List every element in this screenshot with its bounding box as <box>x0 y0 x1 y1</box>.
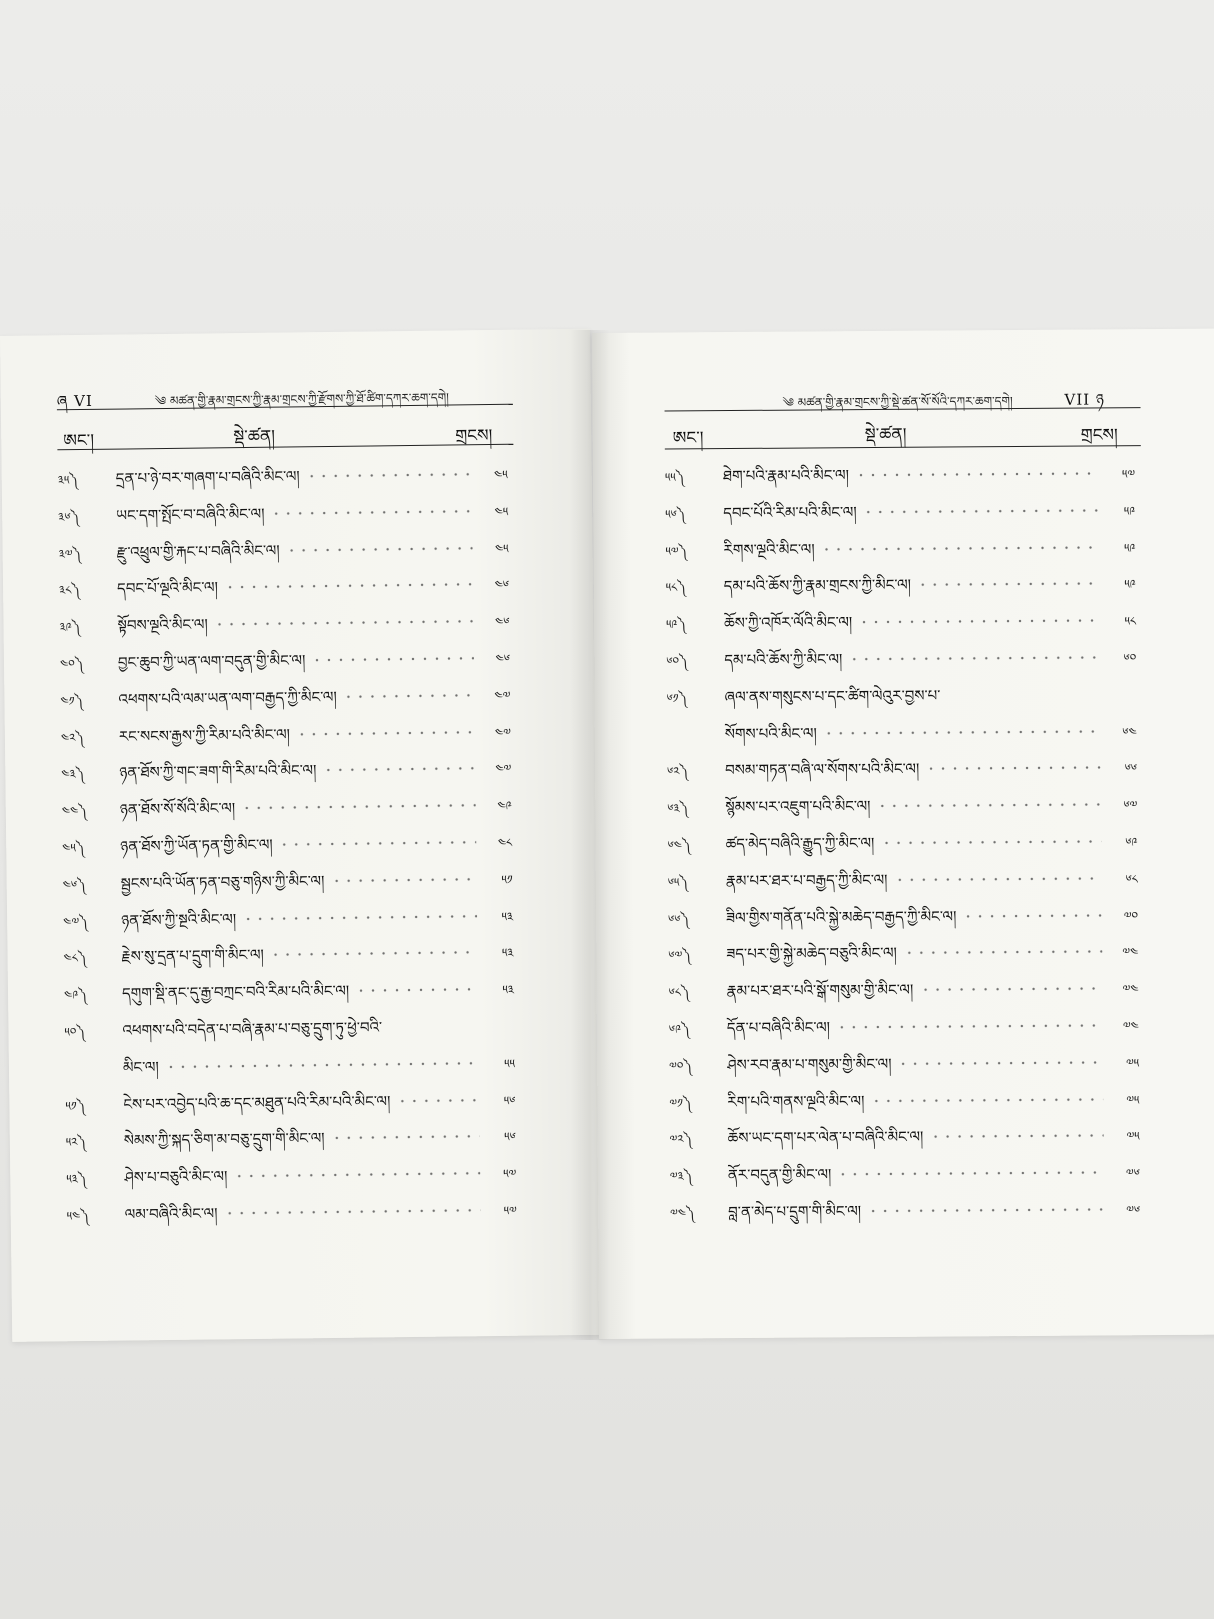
toc-entry-number: ༤༦༽ <box>62 877 86 893</box>
toc-entry-number: ༦༦༽ <box>668 911 690 927</box>
left-header-page: གྲངས། <box>455 425 493 447</box>
toc-leader-dots <box>823 726 1101 738</box>
toc-entry-page: ༤༥ <box>494 541 509 556</box>
toc-entry-title: རྗེས་སུ་དྲན་པ་དྲུག་གི་མིང་ལ། <box>121 946 264 966</box>
toc-leader-dots <box>929 1131 1103 1142</box>
toc-entry-page: ༦༦ <box>1124 761 1138 776</box>
toc-entry-number <box>65 1072 123 1073</box>
toc-entry-page: ༥༨ <box>1124 614 1137 629</box>
toc-entry-page: ༦༨ <box>1125 871 1138 887</box>
toc-entry-page: ༧༤ <box>1122 1019 1139 1034</box>
toc-leader-dots <box>343 690 475 702</box>
toc-leader-dots <box>858 616 1100 628</box>
toc-entry-title: རྣམ་པར་ཐར་པའི་སྒོ་གསུམ་གྱི་མིང་ལ། <box>726 980 914 1001</box>
toc-entry-number: ༥༣༽ <box>66 1172 87 1187</box>
toc-entry-number: ༥༤༽ <box>66 1208 89 1224</box>
toc-entry-title: ཐེག་པའི་རྣམ་པའི་མིང་ལ། <box>722 466 850 486</box>
toc-entry-title: འཕགས་པའི་ལམ་ཡན་ལག་བརྒྱད་ཀྱི་མིང་ལ། <box>118 687 337 709</box>
toc-entry-number: ༤༤༽ <box>61 804 87 819</box>
toc-entry <box>64 973 514 1002</box>
toc-entry <box>667 825 1137 852</box>
toc-leader-dots <box>311 653 474 665</box>
toc-entry-number: ༤༩༽ <box>63 988 88 1003</box>
toc-entry-number: ༦༨༽ <box>668 985 690 1000</box>
toc-leader-dots <box>331 1132 480 1144</box>
toc-entry-title: འཕགས་པའི་བདེན་པ་བཞི་རྣམ་པ་བཅུ་དྲུག་ཏུ་ཕྱེ་བའི་ <box>122 1018 383 1040</box>
toc-entry-number: ༥༧༽ <box>665 543 688 559</box>
toc-entry-number: ༤༠༽ <box>59 657 84 672</box>
toc-entry-page: ༦༠ <box>1123 651 1137 666</box>
toc-entry-page: ༥༩ <box>1123 504 1136 519</box>
toc-entry-title: མིང་ལ། <box>122 1057 159 1077</box>
toc-entry-number: ༦༩༽ <box>668 1022 690 1037</box>
toc-entry-page: ༥༥ <box>504 1056 516 1071</box>
toc-entry-title: རྣམ་པར་ཐར་པ་བརྒྱད་ཀྱི་མིང་ལ། <box>725 870 888 890</box>
toc-entry-page: ༦༧ <box>1123 798 1138 813</box>
toc-leader-dots <box>224 580 473 593</box>
toc-entry-title: ཆོས་ཡང་དག་པར་ལེན་པ་བཞིའི་མིང་ལ། <box>727 1128 924 1148</box>
toc-leader-dots <box>836 1020 1103 1032</box>
toc-entry <box>62 826 512 855</box>
toc-entry-number: ༧༢༽ <box>669 1132 693 1147</box>
toc-leader-dots <box>962 910 1102 921</box>
toc-entry-number: ༣༨༽ <box>59 583 81 598</box>
toc-entry <box>63 863 513 892</box>
toc-leader-dots <box>286 543 473 555</box>
toc-entry-title: ཆོས་ཀྱི་འཁོར་ལོའི་མིང་ལ། <box>723 613 853 633</box>
toc-entry-page: ༥༩ <box>1124 540 1136 555</box>
toc-entry-title: དམ་པའི་ཆོས་ཀྱི་རྣམ་གྲངས་ཀྱི་མིང་ལ། <box>723 576 912 596</box>
toc-entry-title: ཚད་མེད་བཞིའི་རྒྱུད་ཀྱི་མིང་ལ། <box>725 834 875 854</box>
toc-leader-dots <box>270 506 472 518</box>
toc-entry-page: ༥༧ <box>1121 467 1136 482</box>
toc-entry <box>667 752 1137 779</box>
left-header-rule <box>57 444 513 451</box>
toc-entry <box>58 458 508 487</box>
right-page <box>592 329 1214 1339</box>
toc-leader-dots <box>322 764 475 776</box>
toc-entry-page: ༥༣ <box>501 909 514 924</box>
toc-leader-dots <box>917 579 1100 590</box>
toc-entry-number: ༤༨༽ <box>63 951 87 966</box>
toc-entry <box>669 1083 1139 1110</box>
toc-entry-page: ༥༦ <box>503 1093 516 1108</box>
toc-entry-page: ༧༠ <box>1123 908 1139 923</box>
toc-entry-number: ༤༣༽ <box>61 767 85 782</box>
toc-entry-page: ༧༥ <box>1125 1055 1140 1071</box>
toc-leader-dots <box>848 652 1100 664</box>
toc-entry <box>668 899 1138 926</box>
toc-entry <box>61 715 511 744</box>
toc-entry-page: ༤༦ <box>495 651 511 666</box>
toc-entry <box>668 936 1138 963</box>
toc-entry-title: ཞལ་ནས་གསུངས་པ་དང་ཚིག་ལེའུར་བྱས་པ་ <box>724 686 941 706</box>
toc-entry-number: ༥༨༽ <box>665 580 686 595</box>
toc-entry-title: ཟིལ་གྱིས་གནོན་པའི་སྐྱེ་མཆེད་བརྒྱད་ཀྱི་མིང་ལ། <box>726 907 957 927</box>
toc-leader-dots <box>296 727 475 739</box>
toc-leader-dots <box>880 836 1101 848</box>
toc-entry-number: ༦༡༽ <box>666 691 688 706</box>
toc-entry <box>669 1046 1139 1073</box>
toc-entry <box>65 1047 515 1076</box>
toc-entry <box>63 899 513 928</box>
toc-entry-title: དགུག་སྡི་ནང་དུ་རྒྱ་བཀྲང་བའི་རིམ་པའི་མིང་ལ། <box>121 981 350 1003</box>
right-header-number: ཨང་། <box>672 428 704 449</box>
toc-leader-dots <box>867 1204 1104 1216</box>
left-header-title: སྡེ་ཚན། <box>233 426 276 448</box>
toc-entry-number: ༥༩༽ <box>665 617 687 632</box>
toc-entry-title: ཉན་ཐོས་ཀྱི་ཡོན་ཏན་གྱི་མིང་ལ། <box>120 835 273 856</box>
toc-entry <box>669 1009 1139 1036</box>
toc-entry-title: སྙོམས་པར་འཇུག་པའི་མིང་ལ། <box>725 797 871 817</box>
toc-entry-title: དབང་པོ་ལྔའི་མིང་ལ། <box>116 578 219 598</box>
toc-entry-page: ༤༩ <box>497 798 512 814</box>
toc-entry <box>666 641 1136 668</box>
toc-entry <box>667 788 1137 815</box>
toc-entry <box>58 531 508 560</box>
toc-leader-dots <box>241 800 476 813</box>
toc-entry-title: ཉན་ཐོས་སོ་སོའི་མིང་ལ། <box>119 799 236 819</box>
toc-entry-page: ༧༦ <box>1126 1203 1141 1218</box>
toc-entry <box>63 936 513 965</box>
left-page <box>0 329 602 1342</box>
toc-leader-dots <box>396 1095 479 1106</box>
toc-entry <box>667 715 1137 742</box>
toc-entry-title: རང་སངས་རྒྱས་ཀྱི་རིམ་པའི་མིང་ལ། <box>118 725 291 746</box>
left-running-head-text: ༄ མཚན་གྱི་རྣམ་གྲངས་ཀྱི་རྣམ་གྲངས་ཀྱི་རྫོགས་ཀྱི་ཐོ་ཚིག་དཀར་ཆག་དགེ། <box>154 390 449 409</box>
toc-entry <box>59 568 509 597</box>
toc-entry-page: ༤༦ <box>495 614 510 630</box>
toc-entry-page: ༧༦ <box>1125 1166 1140 1181</box>
toc-entry-number: ༥༢༽ <box>65 1135 87 1150</box>
toc-entry-number: ༦༠༽ <box>666 654 688 669</box>
toc-leader-dots <box>870 1094 1103 1106</box>
toc-entry-page: ༥༧ <box>503 1203 517 1218</box>
toc-entry-page: ༥༦ <box>504 1130 516 1145</box>
toc-entry-title: བླ་ན་མེད་པ་དྲུག་གི་མིང་ལ། <box>728 1202 862 1222</box>
toc-entry-number: ༧༤༽ <box>670 1206 695 1221</box>
toc-entry-number: ༤༧༽ <box>63 914 88 929</box>
toc-entry <box>666 568 1136 595</box>
toc-entry-title: ངེས་པར་འབྱེད་པའི་ཆ་དང་མཐུན་པའི་རིམ་པའི་མིང་ལ། <box>123 1091 391 1114</box>
toc-entry <box>66 1120 516 1149</box>
toc-leader-dots <box>223 1205 480 1218</box>
toc-entry-page: ༥༧ <box>503 1166 517 1182</box>
right-running-head-text: ༄ མཚན་གྱི་རྣམ་གྲངས་ཀྱི་སྡེ་ཚན་སོ་སོའི་དཀར་ཆག་དགེ། <box>782 394 1013 410</box>
toc-entry-title: རྫུ་འཕྲུལ་གྱི་རྐང་པ་བཞིའི་མིང་ལ། <box>116 541 280 562</box>
toc-leader-dots <box>242 911 477 924</box>
toc-entry <box>665 457 1135 484</box>
toc-entry <box>59 605 509 634</box>
right-running-head <box>782 383 1105 427</box>
toc-entry <box>64 1010 514 1039</box>
toc-entry-page: ༧༥ <box>1126 1129 1140 1144</box>
toc-entry-title: ལམ་བཞིའི་མིང་ལ། <box>124 1204 218 1224</box>
toc-entry-number: ༧༣༽ <box>669 1169 693 1184</box>
toc-entry <box>668 972 1138 999</box>
toc-entry <box>666 678 1136 705</box>
right-header-title: སྡེ་ཚན། <box>864 424 907 446</box>
toc-entry-number: ༧༡༽ <box>669 1095 692 1111</box>
toc-entry-title: སོགས་པའི་མིང་ལ། <box>724 724 817 743</box>
toc-leader-dots <box>863 505 1100 517</box>
toc-entry-title: ཉན་ཐོས་ཀྱི་གང་ཟག་གི་རིམ་པའི་མིང་ལ། <box>119 761 317 782</box>
toc-entry <box>65 1083 515 1112</box>
toc-entry-title: སྟོབས་ལྔའི་མིང་ལ། <box>117 615 208 635</box>
toc-leader-dots <box>233 1168 480 1181</box>
toc-entry-number: ༥༥༽ <box>664 470 685 485</box>
toc-entry <box>58 495 508 524</box>
toc-entry-number: ༤༢༽ <box>60 730 85 745</box>
toc-leader-dots <box>165 1058 479 1072</box>
toc-entry <box>668 862 1138 889</box>
toc-entry <box>670 1193 1140 1220</box>
toc-entry-title: དབང་པོའི་རིམ་པའི་མིང་ལ། <box>723 502 857 522</box>
toc-entry-number: ༦༢༽ <box>667 764 689 779</box>
toc-entry-title: རིགས་ལྔའི་མིང་ལ། <box>723 540 815 559</box>
toc-leader-dots <box>876 800 1101 812</box>
toc-entry-title: ཤེས་རབ་རྣམ་པ་གསུམ་གྱི་མིང་ལ། <box>727 1054 892 1074</box>
toc-entry-title: བསམ་གཏན་བཞི་ལ་སོགས་པའི་མིང་ལ། <box>724 760 920 780</box>
toc-leader-dots <box>925 763 1101 774</box>
toc-entry-title: ཡང་དག་སྤོང་བ་བཞིའི་མིང་ལ། <box>116 504 265 525</box>
toc-entry <box>60 679 510 708</box>
toc-entry-page: ༧༤ <box>1122 982 1139 997</box>
toc-entry-title: སེམས་ཀྱི་སྐད་ཅིག་མ་བཅུ་དྲུག་གི་མིང་ལ། <box>123 1129 325 1150</box>
toc-entry <box>665 494 1135 521</box>
toc-entry-title: ཉན་ཐོས་ཀྱི་སྔའི་མིང་ལ། <box>121 909 237 930</box>
toc-leader-dots <box>893 873 1101 884</box>
toc-entry <box>66 1157 516 1186</box>
toc-entry-number: ༤༡༽ <box>60 693 84 709</box>
toc-entry-page: ༥༡ <box>501 872 513 887</box>
toc-entry-title: ཟད་པར་གྱི་སྐྱེ་མཆེད་བཅུའི་མིང་ལ། <box>726 944 897 964</box>
toc-entry-number: ༥༦༽ <box>665 507 686 522</box>
toc-leader-dots <box>821 542 1100 554</box>
toc-entry <box>666 604 1136 631</box>
toc-entry <box>670 1120 1140 1147</box>
toc-entry-number: ༣༦༽ <box>58 509 80 525</box>
toc-entry-title: སྦྱངས་པའི་ཡོན་ཏན་བཅུ་གཉིས་ཀྱི་མིང་ལ། <box>120 871 325 893</box>
toc-entry <box>665 531 1135 558</box>
toc-entry-number: ༧༠༽ <box>669 1059 693 1074</box>
left-page-label: ཞ VI <box>56 391 93 411</box>
toc-entry-page: ༤༧ <box>494 688 511 703</box>
toc-leader-dots <box>837 1168 1104 1180</box>
toc-entry-title: ནོར་བདུན་གྱི་མིང་ལ། <box>727 1165 832 1185</box>
toc-leader-dots <box>270 948 478 961</box>
left-header-number: ཨང་། <box>63 430 95 452</box>
toc-leader-dots <box>903 947 1103 958</box>
toc-entry-title: དམ་པའི་ཆོས་ཀྱི་མིང་ལ། <box>724 650 843 670</box>
toc-entry-number: ༦༧༽ <box>668 948 691 963</box>
toc-entry-page: ༤༧ <box>495 762 512 777</box>
toc-entry-number: ༣༩༽ <box>59 620 81 635</box>
toc-entry <box>62 789 512 818</box>
toc-entry-page: ༤༧ <box>494 725 511 740</box>
right-header-page: གྲངས། <box>1080 425 1118 446</box>
toc-entry-page: ༥༣ <box>502 982 515 998</box>
toc-entry <box>61 752 511 781</box>
toc-leader-dots <box>306 469 472 481</box>
toc-leader-dots <box>898 1057 1104 1068</box>
toc-entry-page: ༤༨ <box>497 835 513 850</box>
toc-entry-title: དྲན་པ་ཉེ་བར་གཞག་པ་བཞིའི་མིང་ལ། <box>115 467 300 488</box>
toc-leader-dots <box>919 984 1102 995</box>
toc-entry-title: རིག་པའི་གནས་ལྔའི་མིང་ལ། <box>727 1091 865 1111</box>
toc-entry-number: ༦༣༽ <box>667 801 689 816</box>
toc-entry-page: ༥༩ <box>1124 577 1136 592</box>
toc-entry-title: བྱང་ཆུབ་ཀྱི་ཡན་ལག་བདུན་གྱི་མིང་ལ། <box>117 651 306 672</box>
toc-entry-page: ༤༦ <box>494 578 510 593</box>
toc-leader-dots <box>279 837 477 849</box>
toc-leader-dots <box>355 984 478 995</box>
toc-entry-title: དོན་པ་བཞིའི་མིང་ལ། <box>726 1018 831 1038</box>
toc-entry-number: ༦༥༽ <box>667 875 689 890</box>
toc-entry <box>67 1194 517 1223</box>
toc-entry-title: ཤེས་པ་བཅུའི་མིང་ལ། <box>124 1167 228 1187</box>
toc-entry-number: ༤༥༽ <box>62 841 85 856</box>
toc-entry <box>60 642 510 671</box>
toc-leader-dots <box>855 468 1099 480</box>
toc-entry-number: ༣༧༽ <box>58 546 82 561</box>
toc-entry-number: ༥༡༽ <box>65 1098 86 1113</box>
toc-entry-page: ༤༥ <box>494 504 509 519</box>
right-page-label: VII ཉ <box>1064 390 1105 409</box>
toc-entry-number: ༥༠༽ <box>64 1025 86 1040</box>
toc-entry-page: ༧༤ <box>1122 945 1139 960</box>
toc-leader-dots <box>330 874 476 886</box>
toc-entry-page: ༤༥ <box>494 467 508 482</box>
toc-entry-page: ༦༩ <box>1125 835 1138 850</box>
toc-entry-page: ༦༤ <box>1122 724 1137 739</box>
toc-entry <box>670 1156 1140 1183</box>
toc-entry-page: ༥༣ <box>501 946 514 961</box>
toc-entry-number: ༦༤༽ <box>667 838 691 853</box>
toc-leader-dots <box>214 616 474 629</box>
book-gutter-shadow <box>570 330 610 1340</box>
toc-entry-page: ༧༥ <box>1126 1092 1140 1107</box>
toc-entry-number: ༣༥༽ <box>57 473 78 488</box>
